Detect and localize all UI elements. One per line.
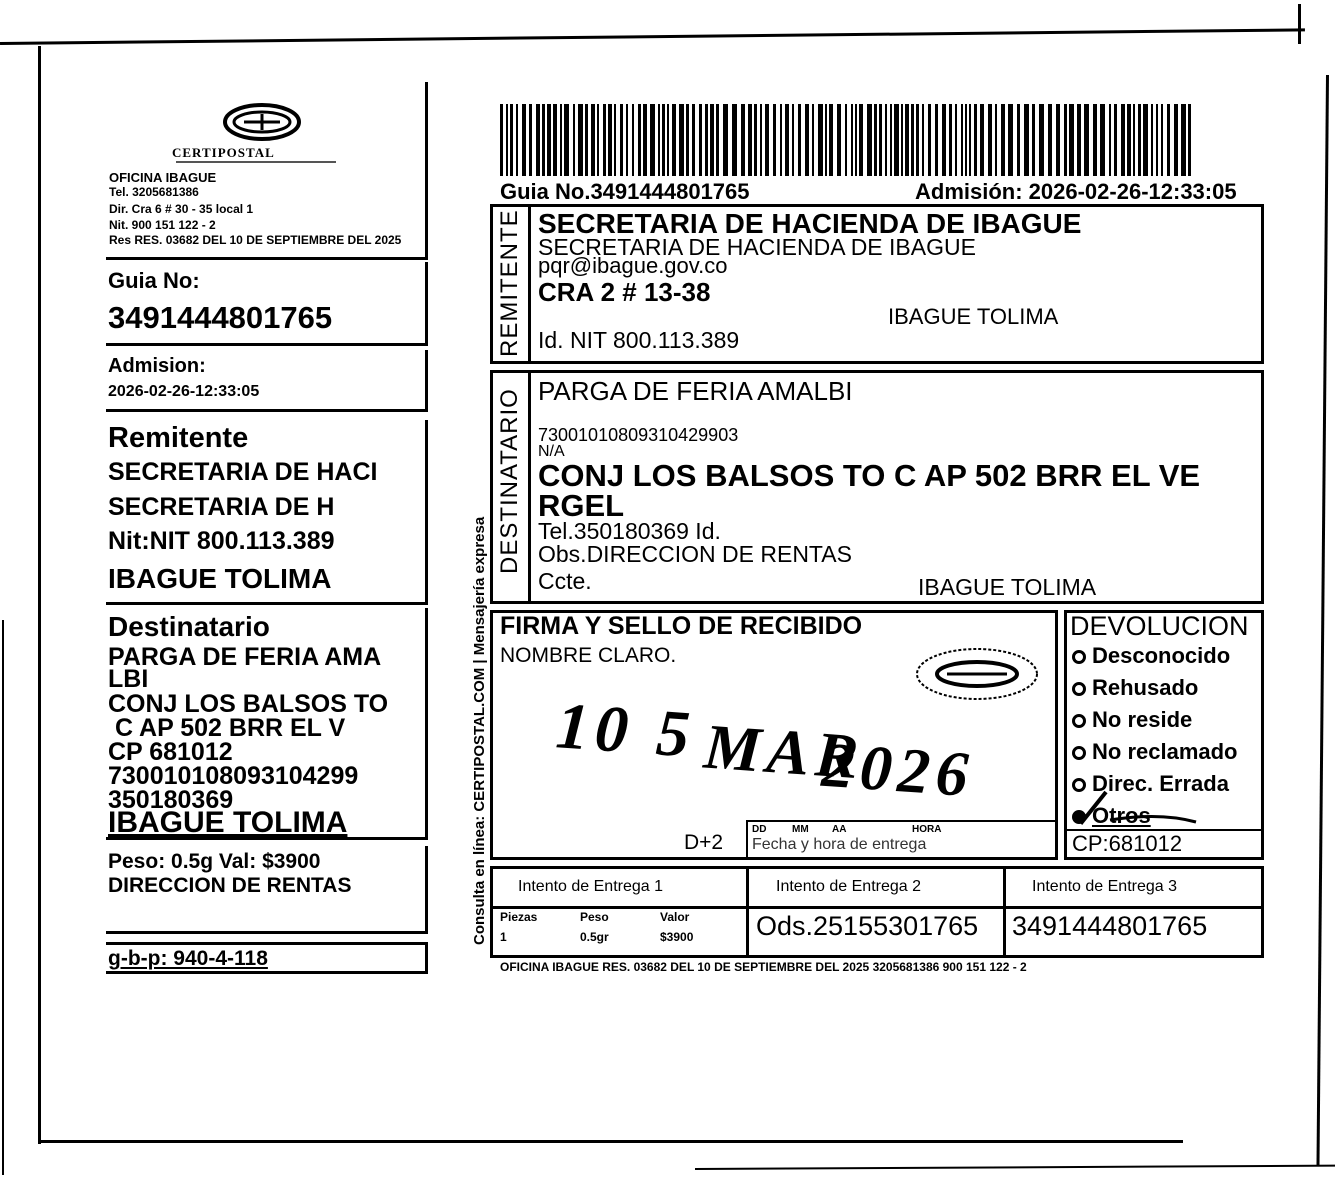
col-aa: AA [832, 824, 847, 835]
remitente-tab: REMITENTE [496, 209, 523, 357]
barcode-bar [792, 104, 794, 176]
barcode-bar [510, 104, 513, 176]
barcode-bar [1143, 104, 1148, 176]
remitente-line2: SECRETARIA DE H [108, 493, 335, 521]
firma-title: FIRMA Y SELLO DE RECIBIDO [500, 612, 863, 640]
remitente-city-right: IBAGUE TOLIMA [888, 304, 1059, 329]
destinatario-cp: CP 681012 [108, 738, 233, 766]
frame-bottom [38, 1140, 1183, 1143]
barcode-bar [901, 104, 903, 176]
barcode-bar [1093, 104, 1097, 176]
barcode-bar [585, 104, 588, 176]
stamp-year: 2026 [819, 728, 977, 811]
piezas-header: Piezas [500, 910, 538, 924]
barcode-bar [851, 104, 853, 176]
side-text: Consulta en línea: CERTIPOSTAL.COM | Mensajería expresa [471, 516, 488, 945]
barcode-bar [1017, 104, 1020, 176]
barcode-bar [894, 104, 899, 176]
barcode-bar [608, 104, 612, 176]
barcode-bar [798, 104, 801, 176]
destinatario-line1: PARGA DE FERIA AMA [108, 643, 382, 671]
barcode-bar [916, 104, 919, 176]
barcode-bar [560, 104, 562, 176]
barcode-bar [965, 104, 967, 176]
destinatario-obs: Obs.DIRECCION DE RENTAS [538, 541, 852, 567]
barcode-bar [1133, 104, 1135, 176]
barcode-bar [785, 104, 789, 176]
barcode-bar [614, 104, 616, 176]
devolucion-cp: CP:681012 [1072, 831, 1183, 856]
destinatario-address1: CONJ LOS BALSOS TO C AP 502 BRR EL VE [538, 458, 1201, 493]
barcode-bar [650, 104, 655, 176]
barcode-bar [643, 104, 647, 176]
destinatario-line4: C AP 502 BRR EL V [108, 714, 346, 742]
barcode-bar [1167, 104, 1170, 176]
barcode-bar [1151, 104, 1153, 176]
destinatario-code: 73001010809310429903 [538, 425, 739, 445]
radio-icon [1072, 682, 1086, 696]
barcode-bar [874, 104, 877, 176]
piezas-value: 1 [500, 930, 507, 944]
remitente-email: pqr@ibague.gov.co [538, 253, 728, 278]
barcode-bar [591, 104, 595, 176]
guia-bottom: 3491444801765 [1012, 911, 1208, 941]
barcode-bar [1008, 104, 1013, 176]
barcode-bar [1138, 104, 1141, 176]
barcode-bar [855, 104, 857, 176]
destinatario-line2: LBI [108, 665, 149, 693]
barcode-bar [506, 104, 508, 176]
intento-2: Intento de Entrega 2 [776, 878, 921, 895]
barcode-bar [573, 104, 575, 176]
barcode-bar [885, 104, 887, 176]
barcode-bar [1032, 104, 1035, 176]
fecha-label: Fecha y hora de entrega [752, 836, 927, 853]
barcode-bar [980, 104, 984, 176]
remitente-label: Remitente [108, 422, 249, 454]
remitente-line1: SECRETARIA DE HACI [108, 458, 378, 486]
barcode-bar [974, 104, 977, 176]
barcode-bar [1064, 104, 1067, 176]
admision-header: Admisión: 2026-02-26-12:33:05 [915, 179, 1237, 204]
barcode-bar [879, 104, 882, 176]
barcode-bar [922, 104, 924, 176]
barcode-bar [564, 104, 569, 176]
intentos-vline2 [1003, 866, 1006, 958]
barcode-bar [812, 104, 814, 176]
barcode-bar [1077, 104, 1081, 176]
destinatario-line3: CONJ LOS BALSOS TO [108, 690, 389, 718]
firma-nombre: NOMBRE CLARO. [500, 644, 677, 667]
destinatario-tab: DESTINATARIO [496, 388, 523, 574]
remitente-tab-divider [528, 204, 531, 364]
barcode-bar [1114, 104, 1117, 176]
barcode-bar [1109, 104, 1111, 176]
remitente-address: CRA 2 # 13-38 [538, 277, 711, 307]
barcode-bar [662, 104, 665, 176]
barcode-bar [911, 104, 914, 176]
barcode-bar [780, 104, 782, 176]
destinatario-id: 730010108093104299 [108, 762, 359, 790]
barcode-bar [829, 104, 833, 176]
barcode-bar [859, 104, 863, 176]
barcode-bar [1156, 104, 1158, 176]
barcode-bar [773, 104, 776, 176]
admision-value: 2026-02-26-12:33:05 [108, 383, 260, 400]
guia-header: Guia No.3491444801765 [500, 179, 750, 204]
barcode-bar [1084, 104, 1089, 176]
barcode-bar [905, 104, 909, 176]
destinatario-city-right: IBAGUE TOLIMA [918, 574, 1097, 600]
peso-value: 0.5gr [580, 930, 609, 944]
barcode-bar [969, 104, 971, 176]
barcode-bar [1188, 104, 1191, 176]
barcode-bar [536, 104, 540, 176]
barcode-bar [638, 104, 641, 176]
barcode-bar [553, 104, 557, 176]
devolucion-option-direc-errada[interactable]: Direc. Errada [1072, 773, 1229, 795]
barcode-bar [732, 104, 737, 176]
intentos-hline [490, 906, 1264, 909]
barcode-bar [837, 104, 841, 176]
barcode-bar [760, 104, 762, 176]
barcode [500, 104, 1196, 176]
barcode-bar [1001, 104, 1005, 176]
certipostal-logo [222, 102, 302, 142]
barcode-bar [1121, 104, 1125, 176]
stamp-day: 10 5 [553, 689, 698, 772]
logo-text: CERTIPOSTAL [172, 145, 275, 160]
obs-text: DIRECCION DE RENTAS [108, 874, 352, 897]
barcode-bar [1069, 104, 1074, 176]
barcode-bar [522, 104, 526, 176]
remitente-name2: SECRETARIA DE HACIENDA DE IBAGUE [538, 234, 976, 260]
barcode-bar [961, 104, 963, 176]
barcode-bar [988, 104, 992, 176]
barcode-bar [620, 104, 623, 176]
barcode-bar [1048, 104, 1052, 176]
barcode-bar [995, 104, 997, 176]
barcode-bar [928, 104, 931, 176]
guia-value: 3491444801765 [108, 300, 333, 335]
barcode-bar [667, 104, 669, 176]
devolucion-option-no-reclamado[interactable]: No reclamado [1072, 741, 1238, 763]
checkmark-icon [1070, 786, 1200, 831]
intentos-vline1 [746, 866, 749, 958]
ods-number: Ods.25155301765 [756, 911, 979, 941]
office-nit: Nit. 900 151 122 - 2 [109, 218, 216, 232]
barcode-bar [942, 104, 946, 176]
frame-top-right [1298, 4, 1301, 44]
remitente-city: IBAGUE TOLIMA [108, 563, 332, 594]
devolucion-option-no-reside[interactable]: No reside [1072, 709, 1192, 731]
valor-header: Valor [660, 910, 690, 924]
destinatario-label: Destinatario [108, 611, 270, 642]
barcode-bar [672, 104, 676, 176]
destinatario-ccte: Ccte. [538, 568, 592, 594]
dplus: D+2 [684, 831, 724, 854]
barcode-bar [603, 104, 606, 176]
office-dir: Dir. Cra 6 # 30 - 35 local 1 [109, 202, 254, 216]
barcode-bar [1161, 104, 1163, 176]
col-mm: MM [792, 824, 809, 835]
devolucion-option-desconocido[interactable]: Desconocido [1072, 645, 1230, 667]
barcode-bar [547, 104, 551, 176]
barcode-bar [765, 104, 769, 176]
barcode-bar [542, 104, 545, 176]
frame-right [1316, 75, 1329, 1165]
barcode-bar [516, 104, 518, 176]
barcode-bar [529, 104, 532, 176]
barcode-bar [754, 104, 757, 176]
destinatario-tel: 350180369 [108, 786, 234, 814]
remitente-name: SECRETARIA DE HACIENDA DE IBAGUE [538, 208, 1082, 239]
office-tel: Tel. 3205681386 [109, 185, 199, 199]
barcode-bar [699, 104, 702, 176]
barcode-bar [1056, 104, 1060, 176]
barcode-bar [890, 104, 892, 176]
logo-underline [176, 161, 336, 163]
frame-top [0, 28, 1305, 45]
barcode-bar [1181, 104, 1186, 176]
barcode-bar [949, 104, 952, 176]
frame-left [38, 46, 41, 1144]
barcode-bar [818, 104, 823, 176]
barcode-bar [805, 104, 809, 176]
barcode-bar [626, 104, 628, 176]
barcode-bar [578, 104, 583, 176]
barcode-bar [723, 104, 728, 176]
barcode-bar [935, 104, 938, 176]
radio-icon [1072, 746, 1086, 760]
barcode-bar [716, 104, 719, 176]
admision-label: Admision: [108, 355, 206, 377]
destinatario-tab-divider [528, 370, 531, 604]
peso-header: Peso [580, 910, 609, 924]
destinatario-tel-right: Tel.350180369 Id. [538, 518, 721, 544]
barcode-bar [1024, 104, 1029, 176]
barcode-bar [748, 104, 752, 176]
destinatario-city: IBAGUE TOLIMA [108, 806, 348, 839]
devolucion-option-otros[interactable]: Otros [1072, 805, 1151, 827]
destinatario-name: PARGA DE FERIA AMALBI [538, 376, 853, 406]
gbp-text: g-b-p: 940-4-118 [108, 947, 268, 970]
col-dd: DD [752, 824, 767, 835]
barcode-bar [705, 104, 708, 176]
barcode-bar [1127, 104, 1131, 176]
barcode-bar [632, 104, 634, 176]
received-stamp-logo [912, 645, 1042, 708]
barcode-bar [500, 104, 503, 176]
barcode-bar [741, 104, 745, 176]
devolucion-option-rehusado[interactable]: Rehusado [1072, 677, 1198, 699]
remitente-id: Id. NIT 800.113.389 [538, 327, 740, 353]
footer-text: OFICINA IBAGUE RES. 03682 DEL 10 DE SEPTIEMBRE DEL 2025 3205681386 900 151 122 - 2 [500, 960, 1027, 974]
office-name: OFICINA IBAGUE [109, 170, 217, 185]
radio-icon [1072, 650, 1086, 664]
radio-icon [1072, 714, 1086, 728]
col-hora: HORA [912, 824, 942, 835]
destinatario-na: N/A [538, 443, 565, 460]
intento-1: Intento de Entrega 1 [518, 878, 663, 895]
valor-value: $3900 [660, 930, 694, 944]
barcode-bar [679, 104, 684, 176]
stamp-month: MAR [701, 710, 867, 793]
guia-label: Guia No: [108, 268, 200, 293]
remitente-nit: Nit:NIT 800.113.389 [108, 527, 335, 555]
devolucion-title: DEVOLUCION [1070, 611, 1249, 641]
barcode-bar [692, 104, 695, 176]
frame-left-outer [2, 620, 4, 1175]
frame-bottom-right [695, 1165, 1335, 1170]
destinatario-address2: RGEL [538, 488, 625, 523]
barcode-bar [1174, 104, 1178, 176]
barcode-bar [658, 104, 660, 176]
barcode-bar [1100, 104, 1105, 176]
barcode-bar [1039, 104, 1044, 176]
barcode-bar [867, 104, 872, 176]
barcode-bar [597, 104, 599, 176]
barcode-bar [845, 104, 847, 176]
barcode-bar [825, 104, 827, 176]
intento-3: Intento de Entrega 3 [1032, 878, 1177, 895]
barcode-bar [686, 104, 689, 176]
barcode-bar [710, 104, 714, 176]
barcode-bar [955, 104, 957, 176]
office-res: Res RES. 03682 DEL 10 DE SEPTIEMBRE DEL 2025 [109, 233, 402, 247]
peso-val: Peso: 0.5g Val: $3900 [108, 850, 321, 873]
